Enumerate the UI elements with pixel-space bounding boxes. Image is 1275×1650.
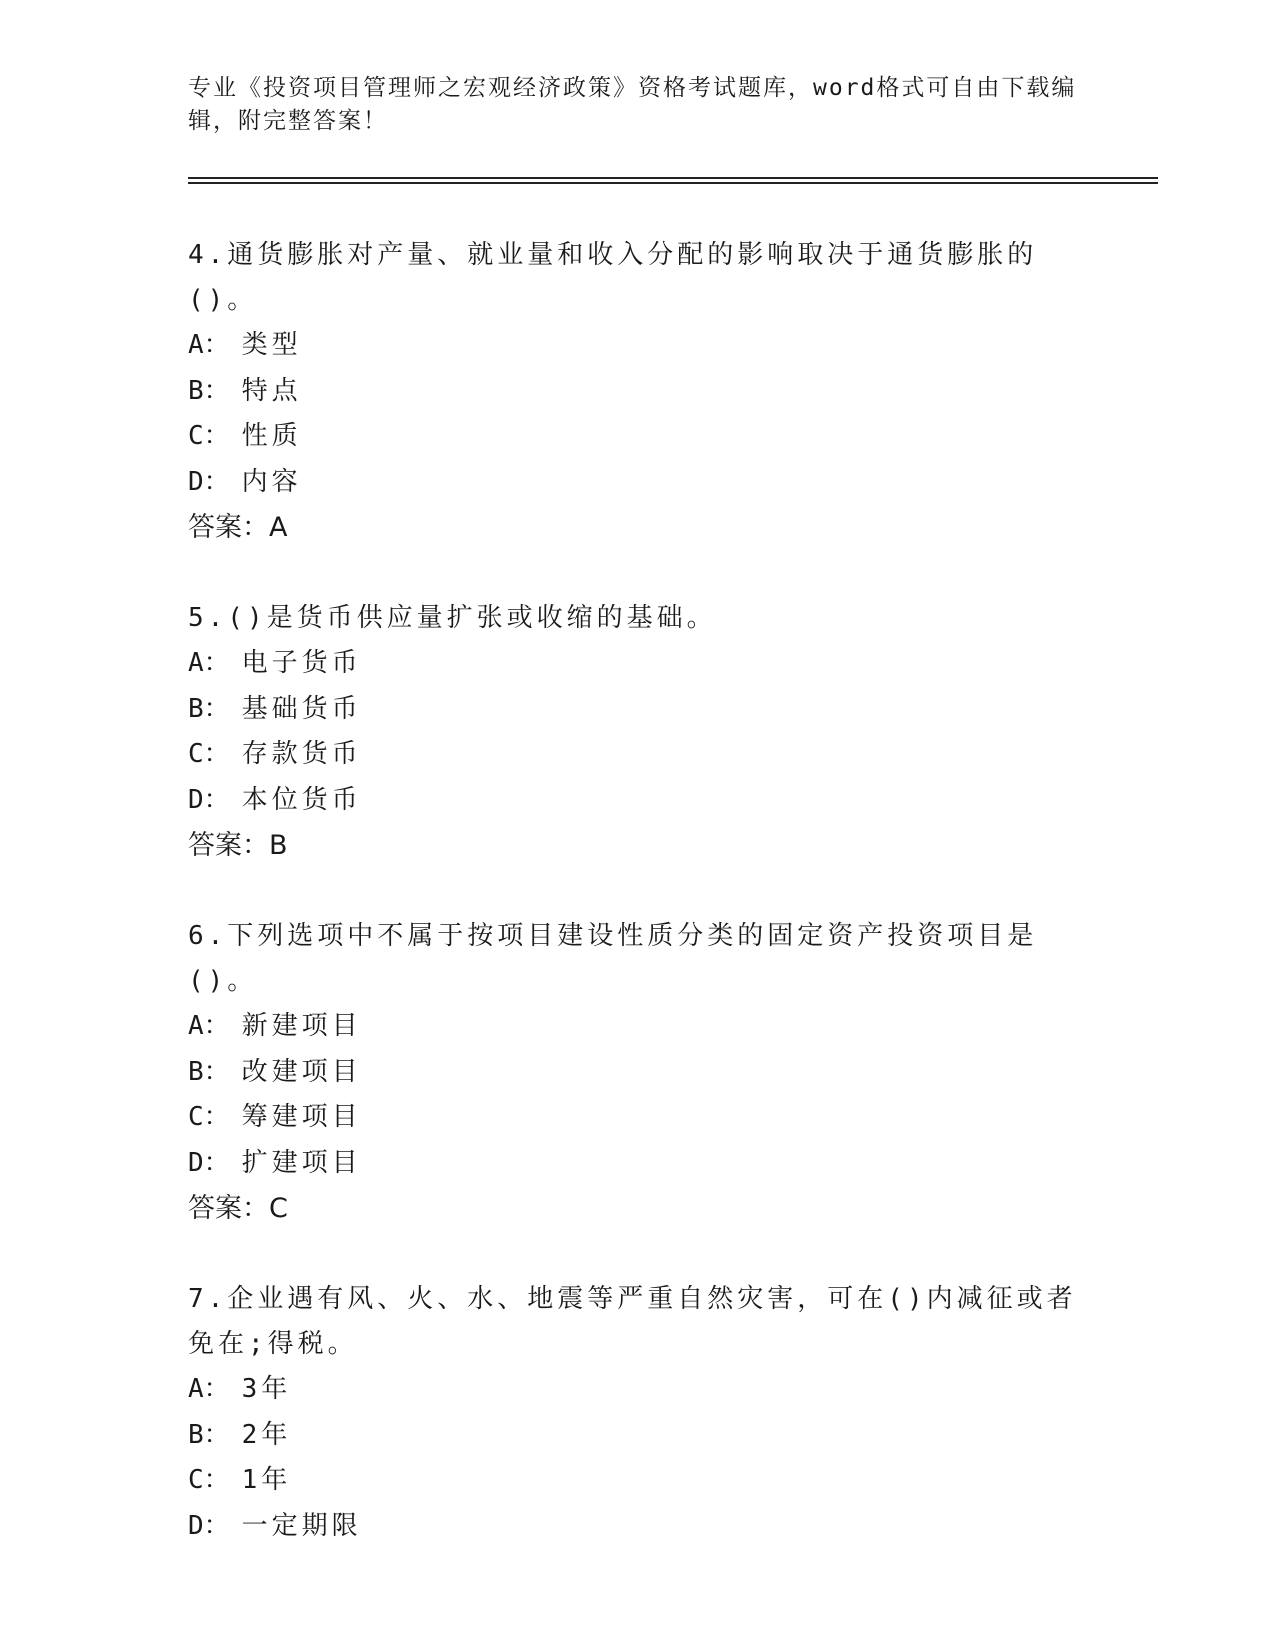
option-a: [188, 1367, 1088, 1413]
option-text: 扩建项目: [241, 1147, 362, 1178]
answer-line: 答案：C: [188, 1193, 288, 1224]
option-text: 新建项目: [241, 1011, 362, 1041]
option-label: D：: [188, 466, 230, 497]
option-text: 3年: [241, 1374, 292, 1404]
option-text: 类型: [241, 330, 302, 360]
option-text: 电子货币: [241, 648, 362, 678]
document-intro-text: 专业《投资项目管理师之宏观经济政策》资格考试题库，word格式可自由下载编辑，附完整答案！: [188, 75, 1077, 134]
option-label: A：: [188, 1374, 230, 1404]
question-stem: 4.通货膨胀对产量、就业量和收入分配的影响取决于通货膨胀的()。: [188, 240, 1038, 315]
option-b: [188, 687, 1088, 733]
option-label: C：: [188, 421, 230, 451]
option-d: [188, 1504, 1088, 1550]
option-text: 筹建项目: [241, 1102, 362, 1132]
question-stem: 6.下列选项中不属于按项目建设性质分类的固定资产投资项目是()。: [188, 921, 1038, 996]
question-item: [188, 596, 1088, 869]
option-label: A：: [188, 1011, 230, 1041]
option-a: [188, 641, 1088, 687]
question-item: [188, 1277, 1088, 1549]
option-b: [188, 1050, 1088, 1096]
header-divider-bottom: [188, 182, 1158, 184]
question-item: [188, 233, 1088, 551]
option-b: [188, 369, 1088, 415]
option-d: [188, 460, 1088, 506]
option-d: [188, 778, 1088, 824]
option-label: C：: [188, 1102, 230, 1132]
option-label: D：: [188, 1147, 230, 1178]
option-label: B：: [188, 1056, 230, 1087]
header-divider-top: [188, 177, 1158, 179]
option-text: 本位货币: [241, 784, 362, 815]
option-c: [188, 414, 1088, 460]
option-label: C：: [188, 1465, 230, 1495]
option-label: D：: [188, 1510, 230, 1541]
option-text: 存款货币: [241, 739, 362, 769]
option-c: [188, 1458, 1088, 1504]
option-c: [188, 1095, 1088, 1141]
question-list: [188, 233, 1088, 1594]
option-d: [188, 1141, 1088, 1187]
option-text: 特点: [241, 375, 302, 406]
option-label: A：: [188, 330, 230, 360]
option-c: [188, 732, 1088, 778]
option-label: C：: [188, 739, 230, 769]
option-text: 改建项目: [241, 1056, 362, 1087]
answer-line: 答案：B: [188, 830, 288, 861]
question-stem: 7.企业遇有风、火、水、地震等严重自然灾害，可在()内减征或者免在;得税。: [188, 1284, 1077, 1359]
option-label: A：: [188, 648, 230, 678]
option-a: [188, 1004, 1088, 1050]
question-stem: 5.()是货币供应量扩张或收缩的基础。: [188, 603, 717, 633]
option-label: B：: [188, 1419, 230, 1450]
option-label: B：: [188, 693, 230, 724]
option-text: 基础货币: [241, 693, 362, 724]
option-label: B：: [188, 375, 230, 406]
option-a: [188, 323, 1088, 369]
option-text: 1年: [241, 1465, 292, 1495]
option-label: D：: [188, 784, 230, 815]
option-text: 2年: [241, 1419, 292, 1450]
option-b: [188, 1413, 1088, 1459]
question-item: [188, 914, 1088, 1232]
option-text: 内容: [241, 466, 302, 497]
option-text: 一定期限: [241, 1510, 362, 1541]
answer-line: 答案：A: [188, 512, 288, 543]
option-text: 性质: [241, 421, 302, 451]
